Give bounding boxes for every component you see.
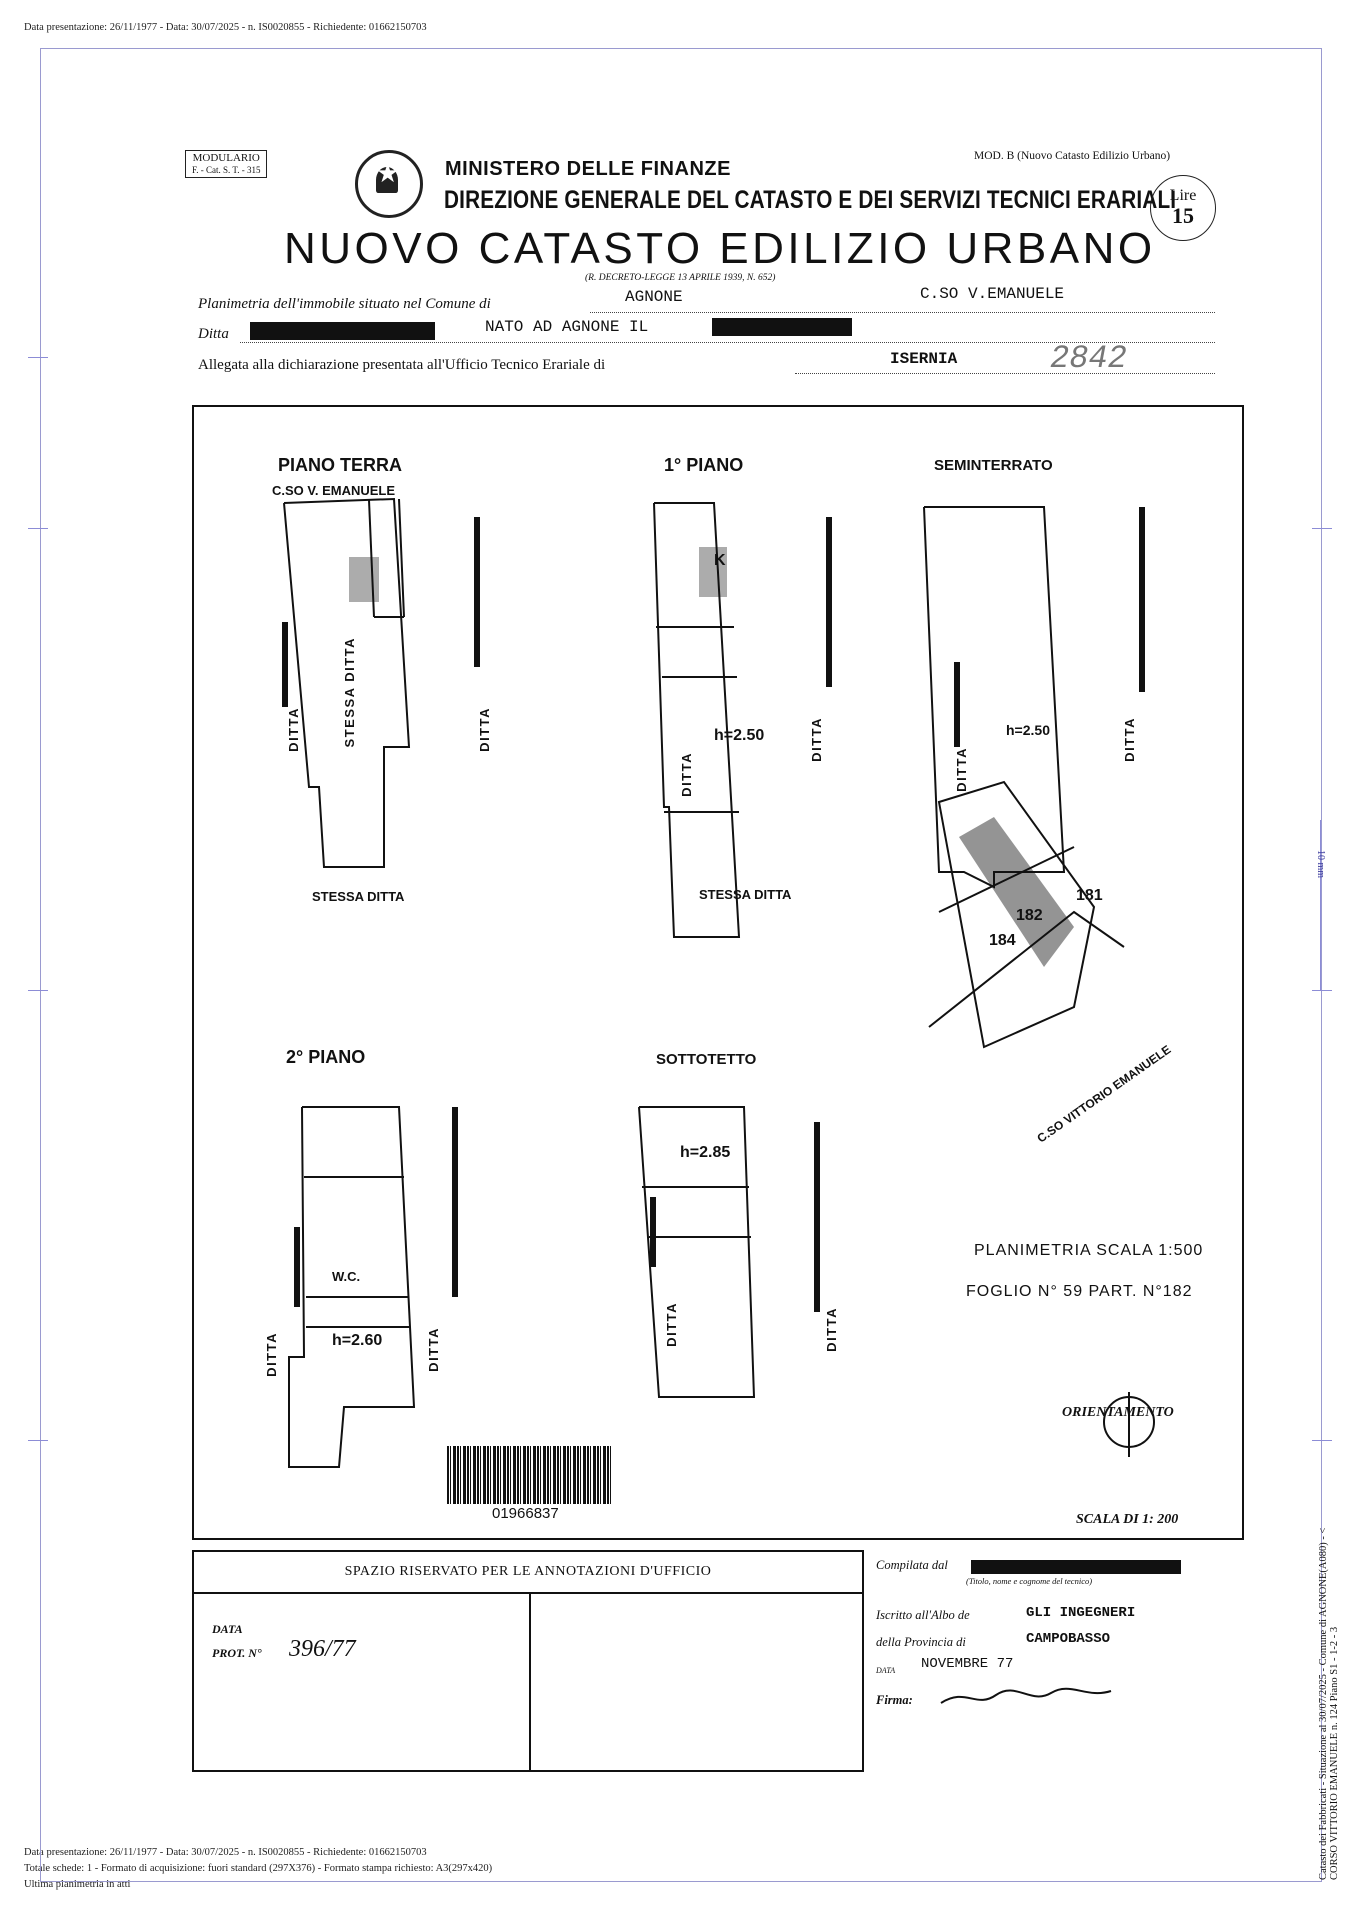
frame-tick bbox=[1312, 528, 1332, 529]
planimetria-label: Planimetria dell'immobile situato nel Comune di bbox=[198, 296, 491, 312]
label-piano-terra-street: C.SO V. EMANUELE bbox=[272, 483, 396, 498]
side-meta-line-2: CORSO VITTORIO EMANUELE n. 124 Piano S1 - 1-2 - 3 bbox=[1329, 1626, 1340, 1880]
barcode bbox=[447, 1446, 613, 1504]
ruler-line bbox=[1320, 820, 1321, 990]
frame-tick bbox=[28, 1440, 48, 1441]
compilata-label: Compilata dal bbox=[876, 1558, 948, 1572]
ufficio-value: ISERNIA bbox=[890, 350, 958, 368]
titolo-note: (Titolo, nome e cognome del tecnico) bbox=[966, 1576, 1093, 1586]
label-ditta: DITTA bbox=[477, 707, 492, 752]
wall-mark bbox=[814, 1122, 820, 1312]
foglio-partita: FOGLIO N° 59 PART. N°182 bbox=[966, 1283, 1193, 1300]
frame-tick bbox=[1312, 1440, 1332, 1441]
site-map-hatch bbox=[959, 817, 1074, 967]
label-stessa-ditta-bottom: STESSA DITTA bbox=[312, 889, 405, 904]
label-ditta: DITTA bbox=[679, 752, 694, 797]
wall-mark bbox=[294, 1227, 300, 1307]
office-divider bbox=[529, 1592, 531, 1770]
label-seminterrato: SEMINTERRATO bbox=[934, 457, 1053, 474]
modulario-box bbox=[185, 150, 267, 178]
label-stessa-ditta-bottom: STESSA DITTA bbox=[699, 887, 792, 902]
label-ditta: DITTA bbox=[824, 1307, 839, 1352]
orientamento-label: ORIENTAMENTO bbox=[1062, 1405, 1174, 1420]
wall-mark bbox=[452, 1107, 458, 1297]
label-piano-terra: PIANO TERRA bbox=[278, 455, 403, 475]
office-box bbox=[192, 1550, 864, 1772]
lire-value: 15 bbox=[1172, 203, 1194, 228]
sign-data-label: DATA bbox=[876, 1666, 896, 1675]
modulario-line-1: MODULARIO bbox=[192, 152, 260, 164]
ditta-value: NATO AD AGNONE IL bbox=[485, 318, 649, 336]
frame-tick bbox=[28, 528, 48, 529]
planimetria-scala: PLANIMETRIA SCALA 1:500 bbox=[974, 1242, 1204, 1259]
side-meta bbox=[1318, 1528, 1340, 1880]
label-ditta: DITTA bbox=[664, 1302, 679, 1347]
redaction bbox=[250, 322, 435, 340]
wall-mark bbox=[954, 662, 960, 747]
provincia-label: della Provincia di bbox=[876, 1635, 966, 1649]
label-ditta: DITTA bbox=[426, 1327, 441, 1372]
wall-mark bbox=[1139, 507, 1145, 692]
label-wc: W.C. bbox=[332, 1269, 361, 1284]
label-ditta: DITTA bbox=[809, 717, 824, 762]
label-stessa-ditta: STESSA DITTA bbox=[342, 637, 357, 748]
label-ditta: DITTA bbox=[264, 1332, 279, 1377]
mod-b-label: MOD. B (Nuovo Catasto Edilizio Urbano) bbox=[974, 150, 1171, 162]
barcode-number: 01966837 bbox=[492, 1505, 559, 1522]
frame-tick bbox=[28, 990, 48, 991]
label-h-sem: h=2.50 bbox=[1006, 722, 1050, 738]
comune-value: AGNONE bbox=[625, 288, 683, 306]
scala-label: SCALA DI 1: 200 bbox=[1076, 1512, 1179, 1527]
map-street: C.SO VITTORIO EMANUELE bbox=[1034, 1042, 1174, 1146]
modulario-line-2: F. - Cat. S. T. - 315 bbox=[192, 165, 261, 175]
bottom-meta-line-1: Data presentazione: 26/11/1977 - Data: 30/07/2025 - n. IS0020855 - Richiedente: 01662150703 bbox=[24, 1847, 427, 1858]
wall-mark bbox=[474, 517, 480, 667]
iscritto-value: GLI INGEGNERI bbox=[1026, 1605, 1136, 1621]
firma-label: Firma: bbox=[876, 1693, 913, 1707]
map-184: 184 bbox=[989, 932, 1016, 949]
floor-plans-drawing bbox=[194, 407, 1242, 1538]
provincia-value: CAMPOBASSO bbox=[1026, 1631, 1111, 1647]
office-prot-value: 396/77 bbox=[289, 1636, 356, 1662]
via-value: C.SO V.EMANUELE bbox=[920, 285, 1065, 303]
label-h-sotto: h=2.85 bbox=[680, 1144, 731, 1161]
frame-tick bbox=[1312, 990, 1332, 991]
label-sottotetto: SOTTOTETTO bbox=[656, 1051, 757, 1068]
ditta-label: Ditta bbox=[198, 326, 229, 342]
map-182: 182 bbox=[1016, 907, 1043, 924]
ruler-label: 10 mm bbox=[1315, 850, 1326, 879]
bottom-meta-line-3: Ultima planimetria in atti bbox=[24, 1879, 131, 1890]
signature-block bbox=[876, 1558, 1246, 1708]
label-ditta: DITTA bbox=[1122, 717, 1137, 762]
sign-data-value: NOVEMBRE 77 bbox=[921, 1656, 1014, 1672]
label-h-primo: h=2.50 bbox=[714, 727, 765, 744]
map-181: 181 bbox=[1076, 887, 1103, 904]
direzione-title: DIREZIONE GENERALE DEL CATASTO E DEI SERVIZI TECNICI ERARIALI bbox=[444, 186, 1177, 214]
label-primo-piano: 1° PIANO bbox=[664, 455, 744, 475]
bottom-meta-line-2: Totale schede: 1 - Formato di acquisizione: fuori standard (297X376) - Formato stampa richiesto: A3(297x420) bbox=[24, 1863, 493, 1874]
frame-tick bbox=[28, 357, 48, 358]
iscritto-label: Iscritto all'Albo de bbox=[876, 1608, 970, 1622]
wall-mark bbox=[650, 1197, 656, 1267]
top-meta-line: Data presentazione: 26/11/1977 - Data: 30/07/2025 - n. IS0020855 - Richiedente: 01662150703 bbox=[24, 22, 427, 33]
numero-value: 2842 bbox=[1050, 340, 1127, 377]
decreto-note: (R. DECRETO-LEGGE 13 APRILE 1939, N. 652) bbox=[585, 273, 776, 283]
ministero-title: MINISTERO DELLE FINANZE bbox=[445, 158, 731, 180]
office-prot-label: PROT. N° bbox=[212, 1646, 262, 1660]
republic-emblem-icon bbox=[355, 150, 423, 218]
office-data-label: DATA bbox=[212, 1622, 243, 1636]
label-k: K bbox=[714, 552, 726, 569]
ufficio-line bbox=[795, 373, 1215, 374]
plan-area bbox=[192, 405, 1244, 1540]
document-title: NUOVO CATASTO EDILIZIO URBANO bbox=[284, 224, 1156, 273]
wall-mark bbox=[282, 622, 288, 707]
label-ditta: DITTA bbox=[954, 747, 969, 792]
redaction bbox=[712, 318, 852, 336]
lire-stamp bbox=[1150, 175, 1216, 241]
label-h-secondo: h=2.60 bbox=[332, 1332, 383, 1349]
office-title: SPAZIO RISERVATO PER LE ANNOTAZIONI D'UFFICIO bbox=[194, 1552, 862, 1594]
side-meta-line-1: Catasto dei Fabbricati - Situazione al 30/07/2025 - Comune di AGNONE(A080) - < bbox=[1318, 1527, 1329, 1880]
label-secondo-piano: 2° PIANO bbox=[286, 1047, 366, 1067]
wall-mark bbox=[826, 517, 832, 687]
handwritten-signature bbox=[936, 1685, 1116, 1711]
lire-label: Lire bbox=[1169, 187, 1197, 204]
redaction bbox=[971, 1560, 1181, 1574]
plan-outline-secondo-piano bbox=[289, 1107, 414, 1467]
label-ditta: DITTA bbox=[286, 707, 301, 752]
comune-line bbox=[590, 312, 1215, 313]
allegata-label: Allegata alla dichiarazione presentata all'Ufficio Tecnico Erariale di bbox=[198, 357, 606, 373]
